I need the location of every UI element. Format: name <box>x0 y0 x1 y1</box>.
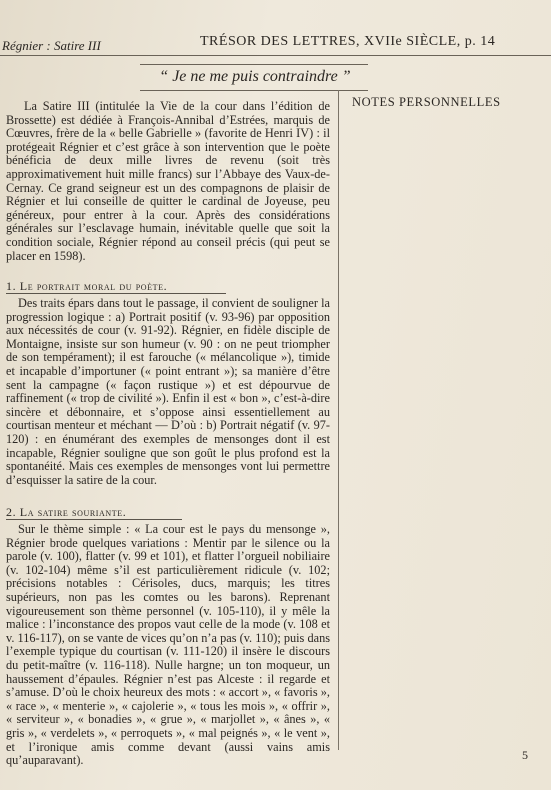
notes-heading: NOTES PERSONNELLES <box>352 95 501 109</box>
title-rule-top <box>140 64 368 65</box>
intro-paragraph <box>6 100 330 263</box>
section-2-title: 2. La satire souriante. <box>6 505 127 519</box>
section-2-rule <box>6 519 182 520</box>
running-header-right: TRÉSOR DES LETTRES, XVIIe SIÈCLE, p. 14 <box>200 34 496 49</box>
margin-divider <box>338 90 339 750</box>
section-2-text: Sur le thème simple : « La cour est le pays du mensonge », Régnier brode quelques variations : Mentir par le silence ou la parole (v. 100), flatter (v. 99 et 101), et flatter l’orgueil nobiliaire (v. 102-104) même s’il est particulièrement ridicule (v. 102; précisions notables : Cérisoles, ducs, marquis; les titres supérieurs, non pas les comtes ou les barons). Reprenant vigoureusement son thème personnel (v. 105-110), il y mêle la malice : l’inconstance des propos vaut celle de la mode (v. 108 et v. 116-117), on se vante de vices qu’on n’a pas (v. 110); puis dans l’exemple typique du courtisan (v. 111-120) il insère le discours du petit-maître (v. 116-118). Nulle hargne; un ton moqueur, un haussement d’épaules. Régnier n’est pas Alceste : il regarde et s’amuse. D’où le choix heureux des mots : « accort », « favoris », « race », « menterie », « cajolerie », « tous les mois », « offrir », « serviteur », « bonadies », « grue », « marjollet », « ânes », « gris », « verdelets », « perroquets », « mal peignés », « le vent », et l’ironique amis comme devant (aussi vains amis qu’auparavant). <box>6 522 330 768</box>
running-header-left: Régnier : Satire III <box>2 38 101 53</box>
section-1-body <box>6 297 330 487</box>
header-rule <box>0 55 551 56</box>
title-rule-bottom <box>140 90 368 91</box>
page-number: 5 <box>522 748 528 762</box>
section-1-title: 1. Le portrait moral du poète. <box>6 279 168 293</box>
section-1-rule <box>6 293 226 294</box>
section-1-text: Des traits épars dans tout le passage, il convient de souligner la progression logique : a) Portrait positif (v. 93-96) par opposition aux nécessités de cour (v. 91-92). Régnier, en fidèle disciple de Montaigne, insiste sur son humeur (v. 90 : on ne peut triompher de son tempérament); il est farouche (« mélancolique »), timide et incapable d’importuner (« point entrant »); sa manière d’être sent la campagne (« façon rustique ») et est dépourvue de raffinement (« trop de civilité »). Enfin il est « bon », c’est-à-dire sincère et débonnaire, et s’oppose ainsi essentiellement au courtisan menteur et méchant — D’où : b) Portrait négatif (v. 97-120) : en énumérant des exemples de mensonges dont il est incapable, Régnier souligne que son goût le plus profond est la spontanéité. Mais ces exemples de mensonges vont lui permettre d’esquisser la satire de la cour. <box>6 296 330 487</box>
intro-text: La Satire III (intitulée la Vie de la cour dans l’édition de Brossette) est dédiée à François-Annibal d’Estrées, marquis de Cœuvres, frère de la « belle Gabrielle » (favorite de Henri IV) : il protégeait Régnier et c’est grâce à son intervention que le poète bénéficia de deux mille livres de revenu (soit très approximativement huit mille francs) sur l’Abbaye des Vaux-de-Cernay. Ce grand seigneur est un des compagnons de plaisir de Régnier et lui conseille de quitter le cardinal de Joyeuse, peu généreux, pour entrer à la cour. Après des considérations générales sur l’esclavage humain, inévitable quelle que soit la condition sociale, Régnier répond au conseil précis (qui peut se placer en 1598). <box>6 99 330 263</box>
section-2-body <box>6 523 330 768</box>
page-title: “ Je ne me puis contraindre ” <box>159 68 351 85</box>
